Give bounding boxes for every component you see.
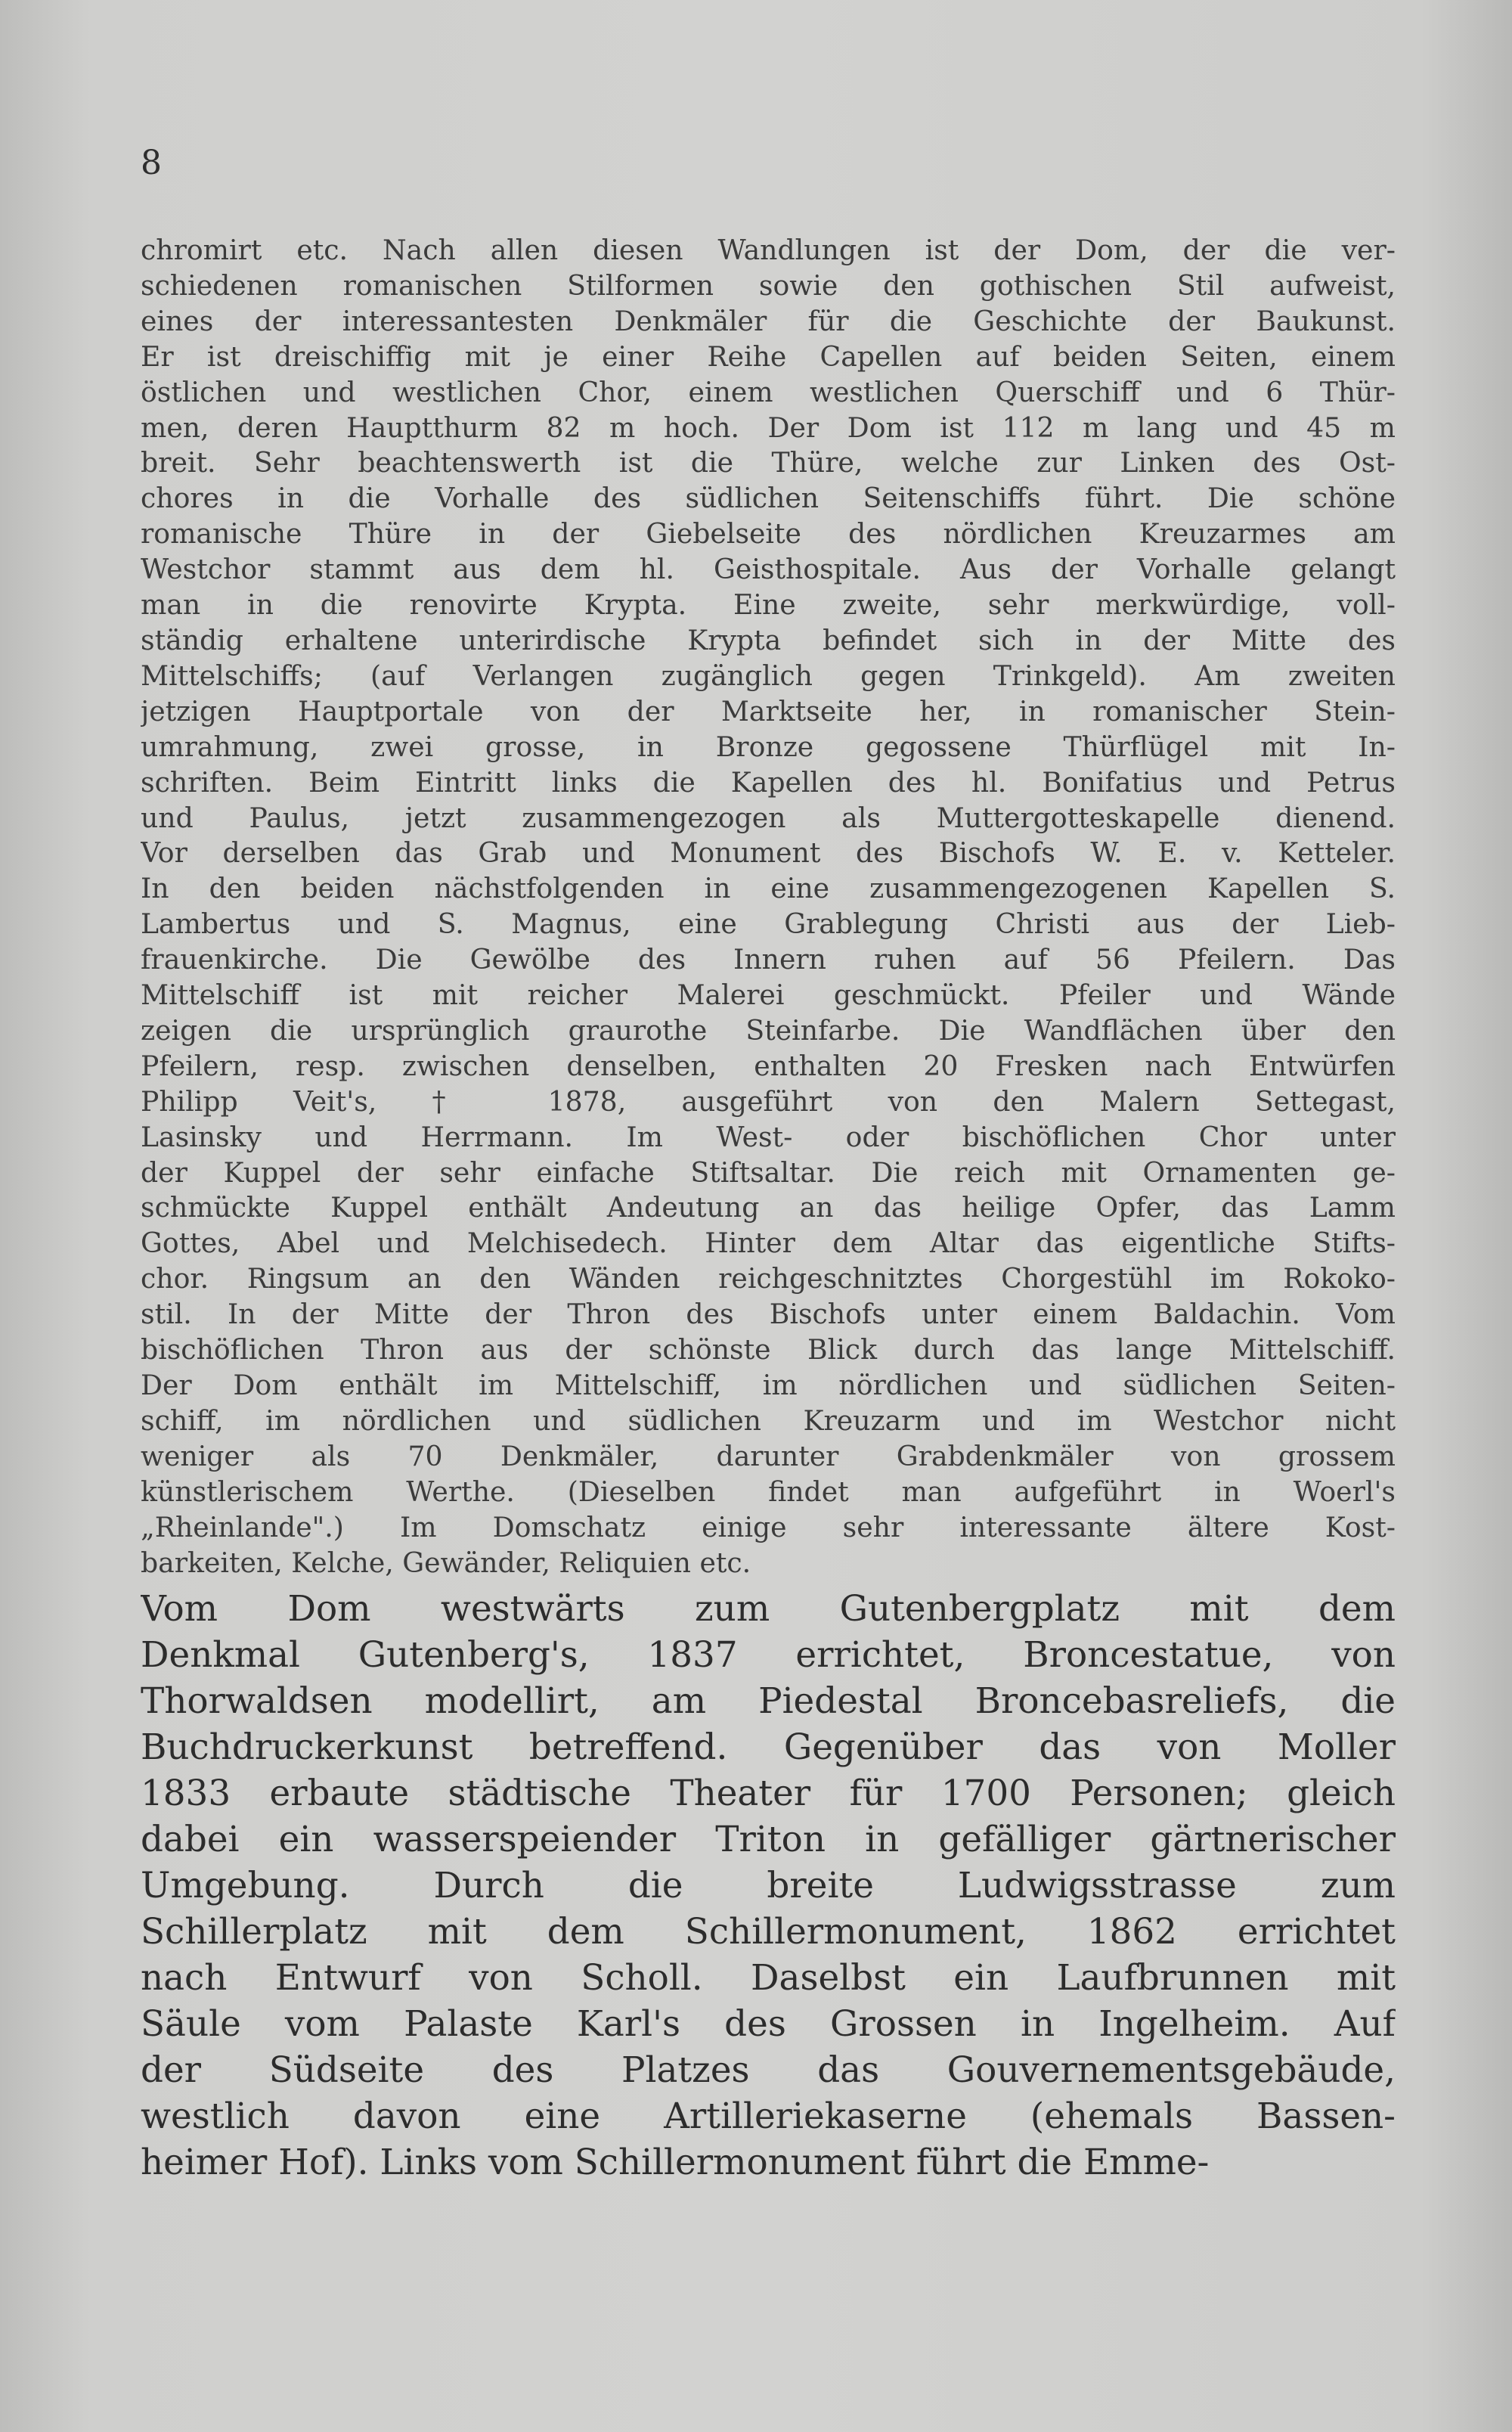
text-line: östlichen und westlichen Chor, einem westlichen Querschiff und 6 Thür-	[141, 375, 1396, 408]
text-line: dabei ein wasserspeiender Triton in gefälliger gärtnerischer	[141, 1819, 1396, 1860]
text-line: jetzigen Hauptportale von der Marktseite her, in romanischer Stein-	[141, 694, 1396, 727]
text-line: Lambertus und S. Magnus, eine Grablegung Christi aus der Lieb-	[141, 907, 1396, 941]
text-line: schiff, im nördlichen und südlichen Kreuzarm und im Westchor nicht	[141, 1404, 1396, 1437]
text-line: eines der interessantesten Denkmäler für die Geschichte der Baukunst.	[141, 304, 1396, 337]
text-line: Mittelschiff ist mit reicher Malerei geschmückt. Pfeiler und Wände	[141, 979, 1396, 1012]
text-line: künstlerischem Werthe. (Dieselben findet man aufgeführt in Woerl's	[141, 1475, 1396, 1508]
text-line: Säule vom Palaste Karl's des Grossen in Ingelheim. Auf	[141, 2004, 1396, 2045]
text-line: Thorwaldsen modellirt, am Piedestal Broncebasreliefs, die	[141, 1681, 1396, 1722]
text-line: Philipp Veit's, † 1878, ausgeführt von den Malern Settegast,	[141, 1084, 1396, 1118]
text-line: Umgebung. Durch die breite Ludwigsstrasse zum	[141, 1866, 1396, 1906]
text-line: „Rheinlande".) Im Domschatz einige sehr interessante ältere Kost-	[141, 1510, 1396, 1543]
text-line: stil. In der Mitte der Thron des Bischofs unter einem Baldachin. Vom	[141, 1298, 1396, 1331]
text-line: Vor derselben das Grab und Monument des Bischofs W. E. v. Ketteler.	[141, 836, 1396, 870]
text-line: Er ist dreischiffig mit je einer Reihe Capellen auf beiden Seiten, einem	[141, 340, 1396, 373]
text-line: westlich davon eine Artilleriekaserne (ehemals Bassen-	[141, 2096, 1396, 2137]
text-line: Schillerplatz mit dem Schillermonument, 1862 errichtet	[141, 1912, 1396, 1953]
text-line: Mittelschiffs; (auf Verlangen zugänglich gegen Trinkgeld). Am zweiten	[141, 659, 1396, 692]
text-line: schmückte Kuppel enthält Andeutung an das heilige Opfer, das Lamm	[141, 1191, 1396, 1224]
text-line: breit. Sehr beachtenswerth ist die Thüre, welche zur Linken des Ost-	[141, 446, 1396, 479]
small-print-paragraph	[141, 233, 1396, 1580]
text-line: In den beiden nächstfolgenden in eine zusammengezogenen Kapellen S.	[141, 872, 1396, 905]
text-line: Gottes, Abel und Melchisedech. Hinter dem Altar das eigentliche Stifts-	[141, 1227, 1396, 1260]
text-line: 1833 erbaute städtische Theater für 1700 Personen; gleich	[141, 1773, 1396, 1814]
text-line: schiedenen romanischen Stilformen sowie den gothischen Stil aufweist,	[141, 268, 1396, 302]
text-line: men, deren Hauptthurm 82 m hoch. Der Dom ist 112 m lang und 45 m	[141, 411, 1396, 444]
text-line: schriften. Beim Eintritt links die Kapellen des hl. Bonifatius und Petrus	[141, 765, 1396, 799]
text-line: der Kuppel der sehr einfache Stiftsaltar. Die reich mit Ornamenten ge-	[141, 1156, 1396, 1189]
text-line: weniger als 70 Denkmäler, darunter Grabdenkmäler von grossem	[141, 1439, 1396, 1472]
text-line: chor. Ringsum an den Wänden reichgeschnitztes Chorgestühl im Rokoko-	[141, 1262, 1396, 1295]
text-line: Denkmal Gutenberg's, 1837 errichtet, Broncestatue, von	[141, 1635, 1396, 1676]
text-line: bischöflichen Thron aus der schönste Blick durch das lange Mittelschiff.	[141, 1333, 1396, 1366]
text-line: romanische Thüre in der Giebelseite des nördlichen Kreuzarmes am	[141, 517, 1396, 551]
text-line: der Südseite des Platzes das Gouvernementsgebäude,	[141, 2050, 1396, 2091]
text-line: Der Dom enthält im Mittelschiff, im nördlichen und südlichen Seiten-	[141, 1369, 1396, 1401]
text-line: Buchdruckerkunst betreffend. Gegenüber das von Moller	[141, 1727, 1396, 1768]
text-line: ständig erhaltene unterirdische Krypta befindet sich in der Mitte des	[141, 623, 1396, 656]
text-line: Lasinsky und Herrmann. Im West- oder bischöflichen Chor unter	[141, 1120, 1396, 1153]
text-line: zeigen die ursprünglich graurothe Steinfarbe. Die Wandflächen über den	[141, 1013, 1396, 1047]
main-paragraph	[141, 1587, 1396, 2186]
text-line: frauenkirche. Die Gewölbe des Innern ruhen auf 56 Pfeilern. Das	[141, 943, 1396, 976]
text-line: Westchor stammt aus dem hl. Geisthospitale. Aus der Vorhalle gelangt	[141, 553, 1396, 586]
text-line: Vom Dom westwärts zum Gutenbergplatz mit dem	[141, 1589, 1396, 1630]
page-number: 8	[141, 144, 162, 182]
text-line: und Paulus, jetzt zusammengezogen als Muttergotteskapelle dienend.	[141, 801, 1396, 834]
text-line: Pfeilern, resp. zwischen denselben, enthalten 20 Fresken nach Entwürfen	[141, 1049, 1396, 1082]
text-line: man in die renovirte Krypta. Eine zweite, sehr merkwürdige, voll-	[141, 588, 1396, 622]
text-line: chromirt etc. Nach allen diesen Wandlungen ist der Dom, der die ver-	[141, 234, 1396, 266]
text-line: chores in die Vorhalle des südlichen Seitenschiffs führt. Die schöne	[141, 482, 1396, 515]
text-line: nach Entwurf von Scholl. Daselbst ein Laufbrunnen mit	[141, 1958, 1396, 1999]
text-line: heimer Hof). Links vom Schillermonument führt die Emme-	[141, 2142, 1210, 2183]
text-line: barkeiten, Kelche, Gewänder, Reliquien etc.	[141, 1546, 751, 1579]
text-line: umrahmung, zwei grosse, in Bronze gegossene Thürflügel mit In-	[141, 730, 1396, 763]
